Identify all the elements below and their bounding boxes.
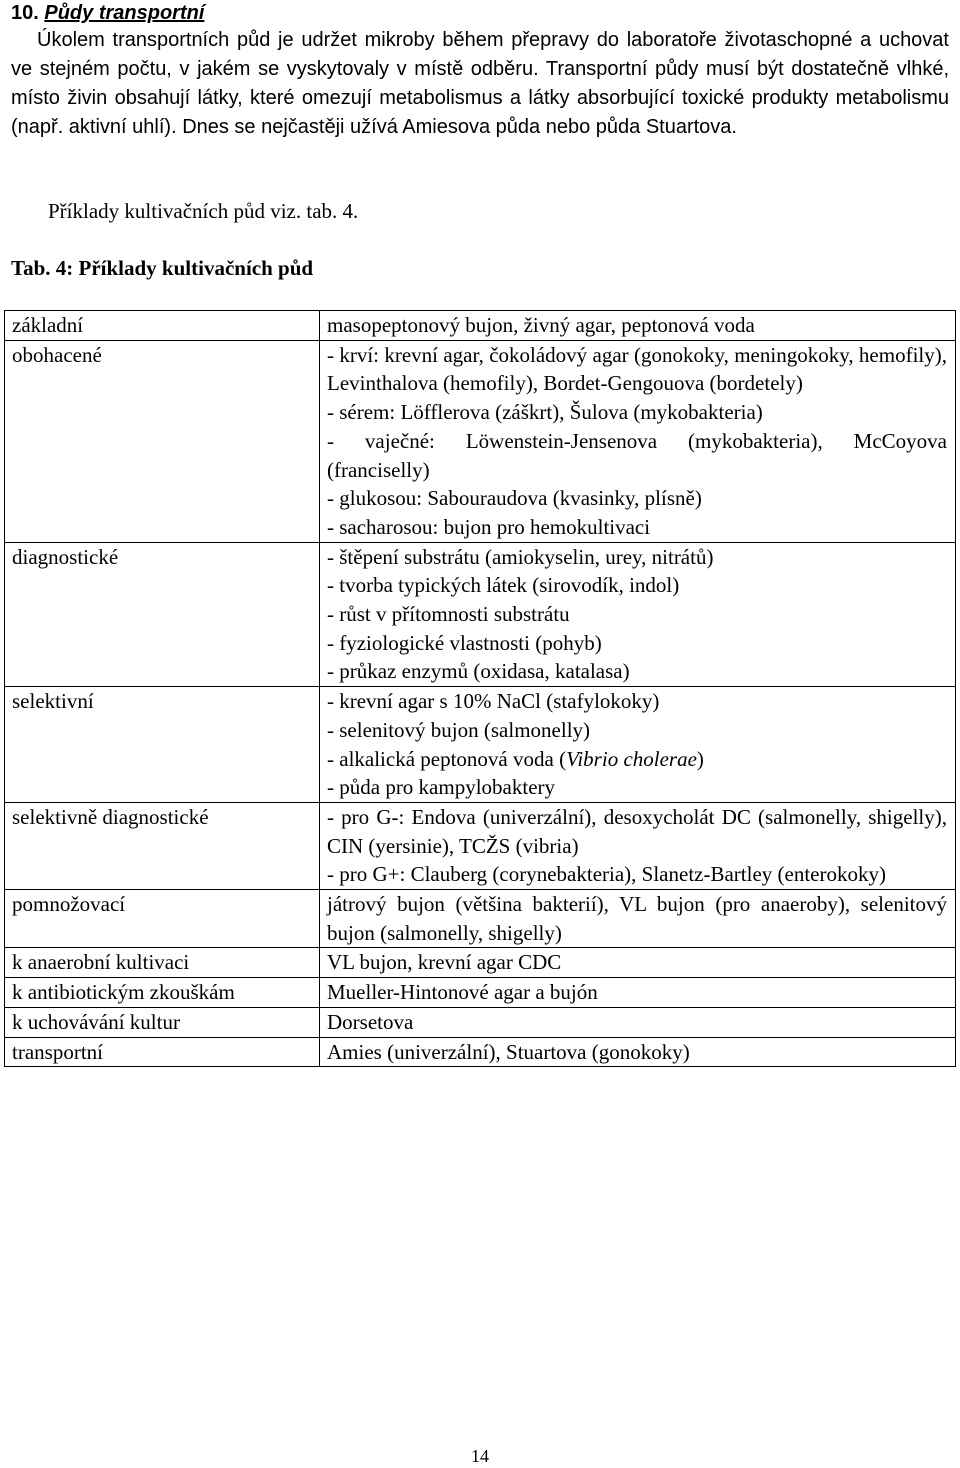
media-example-line: Amies (univerzální), Stuartova (gonokoky)	[327, 1039, 690, 1064]
media-example-line: - pro G-: Endova (univerzální), desoxycholát DC (salmonelly, shigelly), CIN (yersinie), TCŽS (vibria)	[327, 804, 947, 858]
media-examples-cell	[320, 1007, 956, 1037]
intro-paragraph	[11, 26, 949, 142]
media-example-line: - pro G+: Clauberg (corynebakteria), Slanetz-Bartley (enterokoky)	[327, 862, 886, 887]
media-example-line: Dorsetova	[327, 1009, 414, 1034]
table-body	[5, 311, 956, 1067]
media-example-line: VL bujon, krevní agar CDC	[327, 950, 562, 975]
media-example-line: - tvorba typických látek (sirovodík, indol)	[327, 573, 680, 598]
table-row	[5, 890, 956, 948]
table-row	[5, 802, 956, 889]
media-examples-cell	[320, 1037, 956, 1067]
media-example-line: - růst v přítomnosti substrátu	[327, 602, 570, 627]
media-examples-cell	[320, 340, 956, 542]
intro-sentence-1: Úkolem transportních půd je udržet mikroby během přepravy do laboratoře životaschopné a uchovat ve stejném počtu, v jakém se vyskytovaly v místě odběru.	[11, 29, 949, 80]
media-example-line: - sacharosou: bujon pro hemokultivaci	[327, 514, 651, 539]
media-examples-cell	[320, 978, 956, 1008]
media-example-line: - krví: krevní agar, čokoládový agar (gonokoky, meningokoky, hemofily), Levinthalova (hemofily), Bordet-Gengouova (bordetely)	[327, 342, 947, 396]
section-number: 10.	[11, 2, 39, 24]
media-examples-cell	[320, 687, 956, 803]
media-examples-cell	[320, 948, 956, 978]
table-row	[5, 687, 956, 803]
media-example-line: - průkaz enzymů (oxidasa, katalasa)	[327, 659, 630, 684]
media-example-line: masopeptonový bujon, živný agar, peptonová voda	[327, 313, 755, 337]
media-example-line: - krevní agar s 10% NaCl (stafylokoky)	[327, 689, 660, 714]
media-category-cell: selektivně diagnostické	[5, 802, 320, 889]
media-example-line: - alkalická peptonová voda (Vibrio cholerae)	[327, 746, 704, 771]
media-example-line: Mueller-Hintonové agar a bujón	[327, 980, 598, 1005]
media-category-cell: transportní	[5, 1037, 320, 1067]
media-example-line: - glukosou: Sabouraudova (kvasinky, plísně)	[327, 486, 702, 511]
media-example-line: - půda pro kampylobaktery	[327, 775, 556, 800]
section-heading	[11, 0, 204, 26]
media-example-line: - selenitový bujon (salmonelly)	[327, 717, 591, 742]
intro-sentence-2: Transportní půdy musí být dostatečně vlhké, místo živin obsahují látky, které omezují metabolismus a látky absorbující toxické produkty metabolismu (např. aktivní uhlí).	[11, 58, 950, 138]
table-row	[5, 340, 956, 542]
media-examples-cell	[320, 311, 956, 341]
intro-sentence-3: Dnes se nejčastěji užívá Amiesova půda nebo půda Stuartova.	[182, 116, 737, 138]
media-category-cell: základní	[5, 311, 320, 341]
media-category-cell: k antibiotickým zkouškám	[5, 978, 320, 1008]
table-reference-note: Příklady kultivačních půd viz. tab. 4.	[48, 199, 359, 223]
media-examples-cell	[320, 542, 956, 687]
media-category-cell: selektivní	[5, 687, 320, 803]
table-row	[5, 948, 956, 978]
media-category-cell: k uchovávání kultur	[5, 1007, 320, 1037]
media-category-cell: obohacené	[5, 340, 320, 542]
table-row	[5, 978, 956, 1008]
media-category-cell: diagnostické	[5, 542, 320, 687]
table-caption: Tab. 4: Příklady kultivačních půd	[11, 256, 314, 280]
media-example-line: - štěpení substrátu (amiokyselin, urey, nitrátů)	[327, 544, 714, 569]
table-row	[5, 311, 956, 341]
media-example-line: - fyziologické vlastnosti (pohyb)	[327, 630, 602, 655]
species-name: Vibrio cholerae	[566, 746, 697, 771]
culture-media-table	[4, 310, 956, 1067]
media-examples-cell	[320, 802, 956, 889]
media-category-cell: pomnožovací	[5, 890, 320, 948]
media-example-line: - sérem: Löfflerova (záškrt), Šulova (mykobakteria)	[327, 400, 763, 425]
media-example-line: - vaječné: Löwenstein-Jensenova (mykobakteria), McCoyova (franciselly)	[327, 428, 947, 482]
table-row	[5, 1007, 956, 1037]
media-examples-cell	[320, 890, 956, 948]
table-row	[5, 542, 956, 687]
media-category-cell: k anaerobní kultivaci	[5, 948, 320, 978]
section-title: Půdy transportní	[44, 2, 205, 24]
page-number: 14	[471, 1446, 489, 1466]
table-row	[5, 1037, 956, 1067]
media-example-line: játrový bujon (většina bakterií), VL bujon (pro anaeroby), selenitový bujon (salmonelly, shigelly)	[327, 892, 947, 945]
